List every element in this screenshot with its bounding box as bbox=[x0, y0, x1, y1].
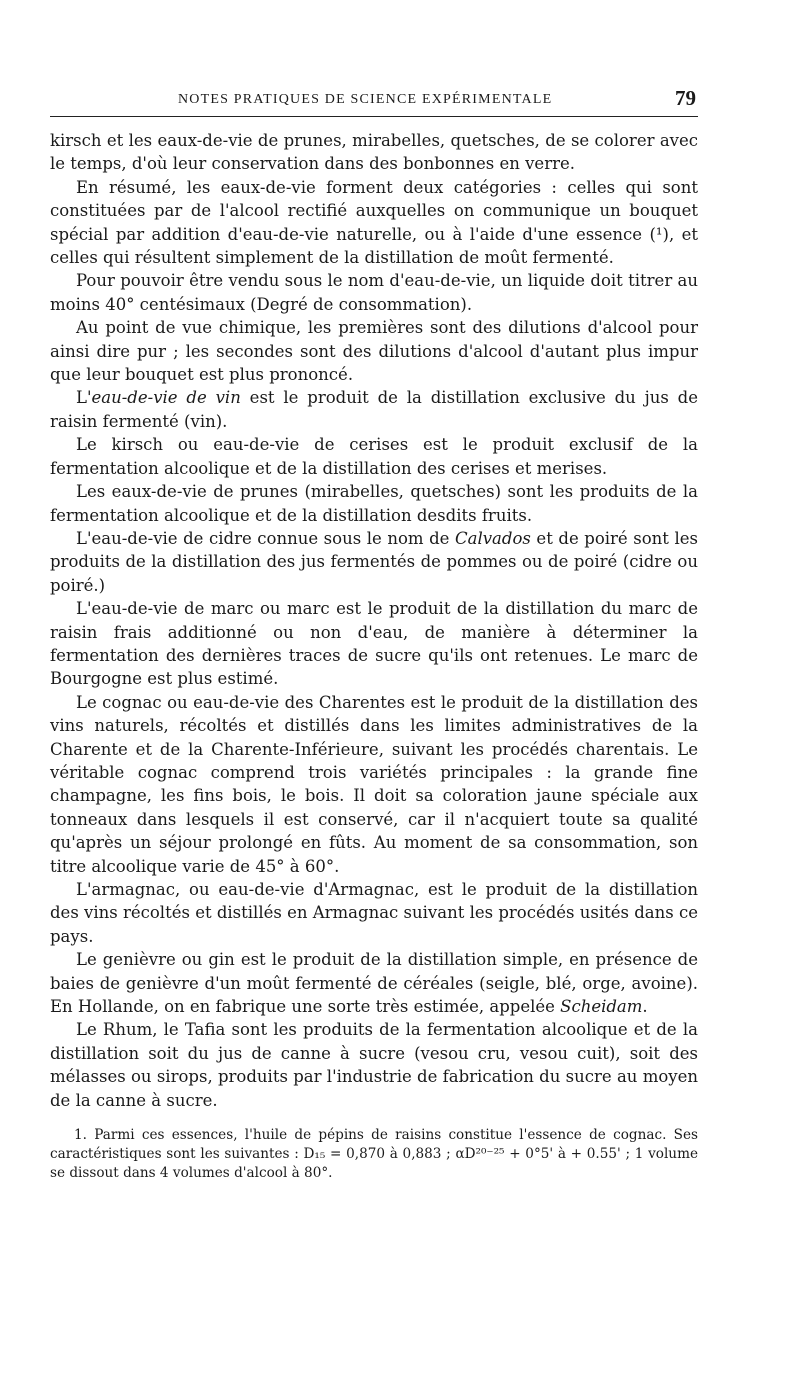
paragraph bbox=[50, 597, 698, 691]
text-run: L'armagnac, ou eau-de-vie d'Armagnac, est le produit de la distillation des vins récoltés et distillés en Armagnac suivant les procédés usités dans ce pays. bbox=[50, 880, 698, 946]
italic-term: Scheidam bbox=[560, 997, 643, 1017]
text-run: Le genièvre ou gin est le produit de la distillation simple, en présence de baies de genièvre d'un moût fermenté de céréales (seigle, blé, orge, avoine). En Hollande, on en fabrique une sorte très estimée, appelée bbox=[50, 950, 698, 1017]
body-text bbox=[50, 129, 698, 1112]
text-run: Le Rhum, le Tafia sont les produits de la fermentation alcoolique et de la distillation soit du jus de canne à sucre (vesou cru, vesou cuit), soit des mélasses ou sirops, produits par l'industrie de fabrication du sucre au moyen de la canne à sucre. bbox=[50, 1020, 698, 1110]
text-run: et de poiré sont les produits de la distillation des jus fermentés de pommes ou de poiré (cidre ou poiré.) bbox=[50, 528, 698, 595]
text-run: L' bbox=[76, 388, 92, 408]
italic-term: eau-de-vie de vin bbox=[91, 388, 241, 408]
paragraph bbox=[50, 269, 698, 316]
running-head bbox=[50, 88, 698, 117]
text-run: L'eau-de-vie de marc ou marc est le produit de la distillation du marc de raisin frais additionné ou non d'eau, de manière à déterminer la fermentation des dernières traces de sucre qu'ils ont retenues. Le marc de Bourgogne est plus estimé. bbox=[50, 599, 698, 689]
paragraph bbox=[50, 691, 698, 878]
paragraph bbox=[50, 480, 698, 527]
text-run: L'eau-de-vie de cidre connue sous le nom de bbox=[76, 528, 455, 548]
italic-term: Calvados bbox=[455, 528, 531, 548]
paragraph bbox=[50, 527, 698, 597]
text-run: Le kirsch ou eau-de-vie de cerises est le produit exclusif de la fermentation alcoolique et de la distillation des cerises et merises. bbox=[50, 435, 698, 478]
paragraph bbox=[50, 1018, 698, 1112]
text-run: Les eaux-de-vie de prunes (mirabelles, quetsches) sont les produits de la fermentation alcoolique et de la distillation desdits fruits. bbox=[50, 482, 698, 525]
paragraph bbox=[50, 316, 698, 386]
text-run: . bbox=[642, 997, 648, 1017]
book-page bbox=[50, 88, 698, 1183]
page-number: 79 bbox=[675, 86, 696, 110]
running-title: NOTES PRATIQUES DE SCIENCE EXPÉRIMENTALE bbox=[178, 92, 553, 107]
paragraph bbox=[50, 878, 698, 948]
paragraph bbox=[50, 386, 698, 433]
text-run: Le cognac ou eau-de-vie des Charentes est le produit de la distillation des vins naturels, récoltés et distillés dans les limites administratives de la Charente et de la Charente-Inférieure, suivant les procédés charentais. Le véritable cognac comprend trois variétés principales : la grande fine champagne, les fins bois, le bois. Il doit sa coloration jaune spéciale aux tonneaux dans lesquels il est conservé, car il n'acquiert toute sa qualité qu'après un séjour prolongé en fûts. Au moment de sa consommation, son titre alcoolique varie de 45° à 60°. bbox=[50, 692, 698, 876]
footnotes bbox=[50, 1126, 698, 1183]
text-run: Pour pouvoir être vendu sous le nom d'eau-de-vie, un liquide doit titrer au moins 40° centésimaux (Degré de consommation). bbox=[50, 271, 698, 314]
paragraph bbox=[50, 433, 698, 480]
paragraph bbox=[50, 176, 698, 270]
footnote: 1. Parmi ces essences, l'huile de pépins de raisins constitue l'essence de cognac. Ses caractéristiques sont les suivantes : D₁₅ = 0,870 à 0,883 ; αD²⁰⁻²⁵ + 0°5' à + 0.55' ; 1 volume se dissout dans 4 volumes d'alcool à 80°. bbox=[50, 1127, 698, 1182]
paragraph bbox=[50, 129, 698, 176]
text-run: kirsch et les eaux-de-vie de prunes, mirabelles, quetsches, de se colorer avec le temps, d'où leur conservation dans des bonbonnes en verre. bbox=[50, 131, 698, 174]
text-run: En résumé, les eaux-de-vie forment deux catégories : celles qui sont constituées par de l'alcool rectifié auxquelles on communique un bouquet spécial par addition d'eau-de-vie naturelle, ou à l'aide d'une essence (¹), et celles qui résultent simplement de la distillation de moût fermenté. bbox=[50, 177, 698, 268]
text-run: Au point de vue chimique, les premières sont des dilutions d'alcool pour ainsi dire pur ; les secondes sont des dilutions d'alcool d'autant plus impur que leur bouquet est plus prononcé. bbox=[50, 318, 698, 385]
text-run: est le produit de la distillation exclusive du jus de raisin fermenté (vin). bbox=[50, 388, 698, 431]
paragraph bbox=[50, 948, 698, 1018]
